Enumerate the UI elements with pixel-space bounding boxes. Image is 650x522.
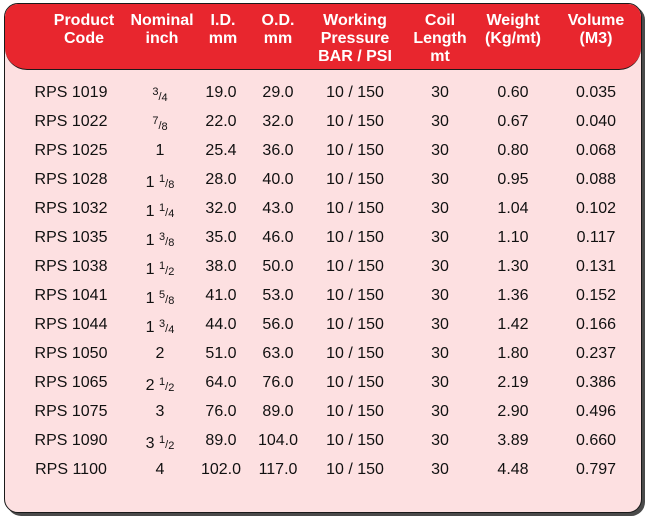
table-header (5, 4, 641, 70)
header-product-code: Product Code (53, 12, 115, 47)
cell-volume: 0.068 (575, 142, 617, 159)
nominal-fraction: 1/2 (159, 376, 175, 394)
cell-product-code: RPS 1065 (34, 374, 108, 391)
cell-product-code: RPS 1032 (34, 200, 108, 217)
table-row (5, 252, 641, 281)
cell-product-code: RPS 1050 (34, 345, 108, 362)
cell-id: 102.0 (200, 461, 242, 478)
cell-od: 46.0 (262, 229, 294, 246)
cell-weight: 0.60 (497, 84, 529, 101)
table-row (5, 397, 641, 426)
fraction-denominator: 4 (168, 324, 175, 336)
fraction-denominator: 8 (161, 121, 168, 133)
cell-od: 40.0 (262, 171, 294, 188)
cell-pressure: 10 / 150 (326, 171, 384, 188)
nominal-whole: 1 (145, 319, 155, 336)
cell-weight: 2.19 (497, 374, 529, 391)
cell-volume: 0.496 (575, 403, 617, 420)
nominal-whole: 2 (155, 345, 165, 362)
cell-od: 43.0 (262, 200, 294, 217)
cell-od: 56.0 (262, 316, 294, 333)
table-row (5, 281, 641, 310)
cell-coil-length: 30 (431, 200, 449, 217)
cell-product-code: RPS 1025 (34, 142, 108, 159)
cell-volume: 0.131 (575, 258, 617, 275)
cell-coil-length: 30 (431, 84, 449, 101)
fraction-numerator: 3 (152, 86, 159, 98)
cell-volume: 0.797 (575, 461, 617, 478)
cell-coil-length: 30 (431, 258, 449, 275)
cell-product-code: RPS 1100 (35, 461, 107, 478)
fraction-numerator: 1 (159, 202, 166, 214)
table-row (5, 310, 641, 339)
table-row (5, 194, 641, 223)
cell-pressure: 10 / 150 (326, 403, 384, 420)
cell-coil-length: 30 (431, 287, 449, 304)
cell-pressure: 10 / 150 (326, 113, 384, 130)
cell-pressure: 10 / 150 (326, 345, 384, 362)
cell-id: 64.0 (205, 374, 237, 391)
cell-id: 35.0 (205, 229, 237, 246)
cell-weight: 1.42 (497, 316, 529, 333)
nominal-whole: 1 (145, 232, 155, 249)
cell-coil-length: 30 (431, 374, 449, 391)
nominal-whole: 4 (155, 461, 165, 478)
cell-od: 36.0 (262, 142, 294, 159)
cell-product-code: RPS 1075 (34, 403, 108, 420)
cell-volume: 0.660 (575, 432, 617, 449)
table-row (5, 368, 641, 397)
cell-weight: 0.67 (497, 113, 529, 130)
cell-od: 53.0 (262, 287, 294, 304)
cell-coil-length: 30 (431, 113, 449, 130)
table-row (5, 339, 641, 368)
header-od: O.D. mm (261, 12, 295, 47)
fraction-denominator: 4 (168, 208, 175, 220)
cell-weight: 0.95 (497, 171, 529, 188)
cell-volume: 0.035 (575, 84, 617, 101)
cell-od: 50.0 (262, 258, 294, 275)
cell-product-code: RPS 1019 (34, 84, 108, 101)
cell-id: 76.0 (205, 403, 237, 420)
fraction-denominator: 8 (168, 237, 175, 249)
cell-coil-length: 30 (431, 229, 449, 246)
header-coil-length: Coil Length mt (413, 12, 467, 65)
cell-volume: 0.166 (575, 316, 617, 333)
cell-coil-length: 30 (431, 142, 449, 159)
cell-id: 22.0 (205, 113, 237, 130)
nominal-fraction: 3/4 (152, 86, 168, 104)
cell-id: 51.0 (205, 345, 237, 362)
nominal-fraction: 5/8 (159, 289, 175, 307)
cell-product-code: RPS 1022 (34, 113, 108, 130)
cell-weight: 4.48 (497, 461, 529, 478)
cell-coil-length: 30 (431, 461, 449, 478)
fraction-numerator: 3 (159, 231, 166, 243)
cell-weight: 0.80 (497, 142, 529, 159)
cell-product-code: RPS 1028 (34, 171, 108, 188)
nominal-fraction: 1/2 (159, 260, 175, 278)
fraction-denominator: 2 (168, 382, 175, 394)
header-nominal-inch: Nominal inch (130, 12, 194, 47)
cell-product-code: RPS 1041 (34, 287, 108, 304)
nominal-whole: 2 (145, 377, 155, 394)
cell-id: 38.0 (205, 258, 237, 275)
nominal-whole: 1 (145, 290, 155, 307)
header-volume: Volume (M3) (567, 12, 625, 47)
header-id: I.D. mm (208, 12, 238, 47)
cell-id: 32.0 (205, 200, 237, 217)
cell-od: 63.0 (262, 345, 294, 362)
cell-pressure: 10 / 150 (326, 84, 384, 101)
cell-volume: 0.040 (575, 113, 617, 130)
cell-volume: 0.152 (575, 287, 617, 304)
nominal-fraction: 3/4 (159, 318, 175, 336)
cell-product-code: RPS 1038 (34, 258, 108, 275)
cell-pressure: 10 / 150 (326, 258, 384, 275)
cell-pressure: 10 / 150 (326, 316, 384, 333)
cell-od: 29.0 (262, 84, 294, 101)
cell-volume: 0.237 (575, 345, 617, 362)
fraction-denominator: 8 (168, 179, 175, 191)
cell-coil-length: 30 (431, 316, 449, 333)
cell-id: 28.0 (205, 171, 237, 188)
cell-pressure: 10 / 150 (326, 142, 384, 159)
cell-volume: 0.102 (575, 200, 617, 217)
fraction-numerator: 3 (159, 318, 166, 330)
cell-product-code: RPS 1035 (34, 229, 108, 246)
table-row (5, 165, 641, 194)
nominal-fraction: 3/8 (159, 231, 175, 249)
cell-volume: 0.386 (575, 374, 617, 391)
cell-pressure: 10 / 150 (326, 432, 384, 449)
cell-weight: 1.10 (497, 229, 529, 246)
fraction-numerator: 1 (159, 260, 166, 272)
spec-table (4, 3, 642, 513)
fraction-numerator: 1 (159, 376, 166, 388)
cell-id: 41.0 (205, 287, 237, 304)
nominal-fraction: 1/2 (159, 434, 175, 452)
table-row (5, 107, 641, 136)
cell-pressure: 10 / 150 (326, 461, 384, 478)
nominal-fraction: 1/4 (159, 202, 175, 220)
nominal-whole: 1 (145, 174, 155, 191)
fraction-denominator: 4 (161, 92, 168, 104)
cell-product-code: RPS 1090 (34, 432, 108, 449)
nominal-whole: 1 (145, 203, 155, 220)
cell-pressure: 10 / 150 (326, 374, 384, 391)
cell-pressure: 10 / 150 (326, 200, 384, 217)
cell-volume: 0.088 (575, 171, 617, 188)
cell-pressure: 10 / 150 (326, 229, 384, 246)
table-row (5, 78, 641, 107)
cell-coil-length: 30 (431, 345, 449, 362)
fraction-denominator: 8 (168, 295, 175, 307)
fraction-denominator: 2 (168, 440, 175, 452)
cell-id: 25.4 (205, 142, 237, 159)
nominal-whole: 3 (145, 435, 155, 452)
cell-weight: 1.30 (497, 258, 529, 275)
nominal-whole: 3 (155, 403, 165, 420)
cell-od: 104.0 (257, 432, 299, 449)
nominal-whole: 1 (145, 261, 155, 278)
cell-product-code: RPS 1044 (34, 316, 108, 333)
fraction-numerator: 5 (159, 289, 166, 301)
cell-weight: 1.80 (497, 345, 529, 362)
header-weight: Weight (Kg/mt) (485, 12, 541, 47)
cell-weight: 1.04 (497, 200, 529, 217)
table-row (5, 455, 641, 484)
nominal-fraction: 1/8 (159, 173, 175, 191)
cell-weight: 1.36 (497, 287, 529, 304)
fraction-numerator: 1 (159, 434, 166, 446)
cell-coil-length: 30 (431, 171, 449, 188)
cell-pressure: 10 / 150 (326, 287, 384, 304)
fraction-numerator: 7 (152, 115, 159, 127)
cell-id: 19.0 (205, 84, 237, 101)
cell-od: 89.0 (262, 403, 294, 420)
table-row (5, 426, 641, 455)
cell-coil-length: 30 (431, 432, 449, 449)
header-working-pressure: Working Pressure BAR / PSI (318, 12, 392, 65)
nominal-fraction: 7/8 (152, 115, 168, 133)
cell-id: 89.0 (205, 432, 237, 449)
table-row (5, 223, 641, 252)
cell-od: 32.0 (262, 113, 294, 130)
cell-id: 44.0 (205, 316, 237, 333)
cell-weight: 2.90 (497, 403, 529, 420)
cell-volume: 0.117 (576, 229, 616, 246)
cell-od: 117.0 (258, 461, 298, 478)
cell-weight: 3.89 (497, 432, 529, 449)
nominal-whole: 1 (155, 142, 165, 159)
fraction-numerator: 1 (159, 173, 166, 185)
cell-coil-length: 30 (431, 403, 449, 420)
table-row (5, 136, 641, 165)
cell-od: 76.0 (262, 374, 294, 391)
fraction-denominator: 2 (168, 266, 175, 278)
